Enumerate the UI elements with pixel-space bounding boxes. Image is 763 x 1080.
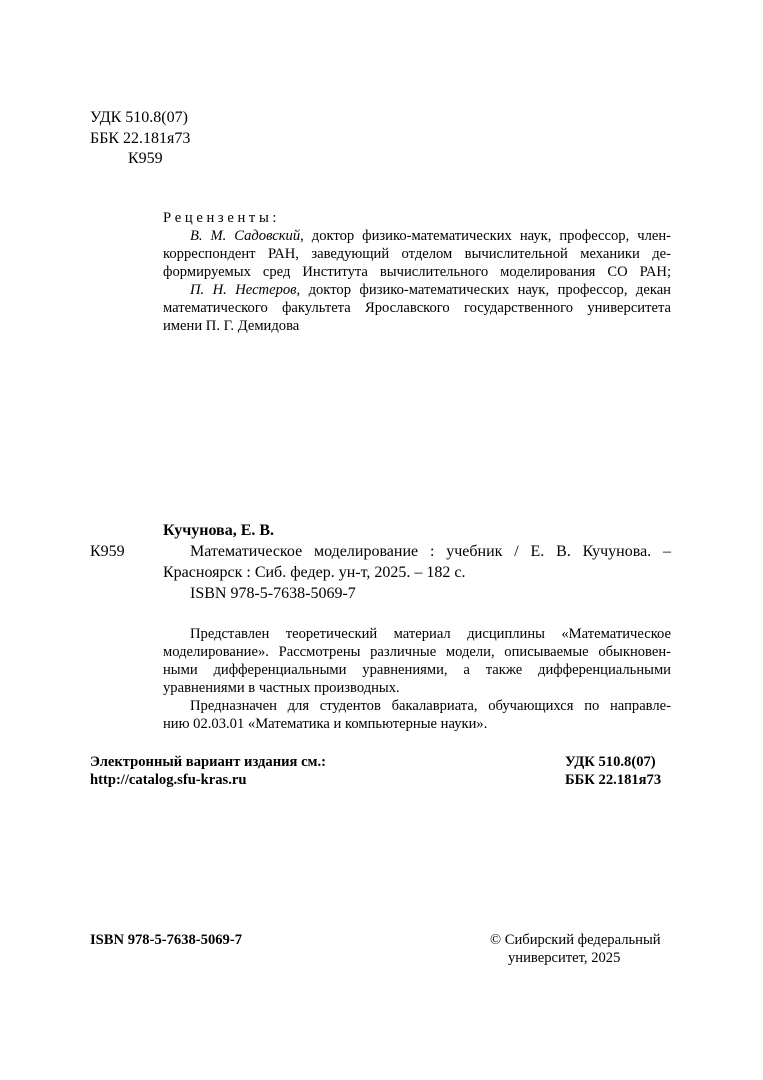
bbk-code-bold: ББК 22.181я73 <box>565 772 662 788</box>
catalog-title-line1: Математическое моделирование : учебник / Е. В. Кучунова. – <box>190 543 671 560</box>
reviewer-1-line3: формируемых сред Института вычислительного моделирования СО РАН; <box>163 264 671 280</box>
catalog-mark: К959 <box>90 543 125 560</box>
catalog-title-line2: Красноярск : Сиб. федер. ун-т, 2025. – 182 с. <box>163 564 466 581</box>
reviewer-1-name: В. М. Садовский <box>190 228 301 244</box>
abstract-p1-line2: моделирование». Рассмотрены различные модели, описываемые обыкновен- <box>163 644 671 660</box>
catalog-author: Кучунова, Е. В. <box>163 522 275 539</box>
reviewer-1-line1: В. М. Садовский, доктор физико-математических наук, профессор, член- <box>190 228 671 244</box>
catalog-isbn: ISBN 978-5-7638-5069-7 <box>190 585 356 602</box>
reviewers-label: Р е ц е н з е н т ы : <box>163 210 277 226</box>
catalog-url[interactable]: http://catalog.sfu-kras.ru <box>90 772 247 788</box>
reviewer-2-line1: П. Н. Нестеров, доктор физико-математических наук, профессор, декан <box>190 282 671 298</box>
reviewer-2-line3: имени П. Г. Демидова <box>163 318 300 334</box>
electronic-label: Электронный вариант издания см.: <box>90 754 327 770</box>
abstract-p2-line2: нию 02.03.01 «Математика и компьютерные науки». <box>163 716 488 732</box>
abstract-p2-line1: Предназначен для студентов бакалавриата, обучающихся по направле- <box>190 698 671 714</box>
footer-isbn: ISBN 978-5-7638-5069-7 <box>90 932 243 948</box>
copyright-line2: университет, 2025 <box>508 950 621 966</box>
abstract-p1-line3: ными дифференциальными уравнениями, а также дифференциальными <box>163 662 671 678</box>
copyright-line1: © Сибирский федеральный <box>490 932 661 948</box>
abstract-p1-line4: уравнениями в частных производных. <box>163 680 400 696</box>
udk-code: УДК 510.8(07) <box>90 109 188 126</box>
bbk-code: ББК 22.181я73 <box>90 130 191 147</box>
udk-code-bold: УДК 510.8(07) <box>565 754 656 770</box>
abstract-p1-line1: Представлен теоретический материал дисциплины «Математическое <box>190 626 671 642</box>
author-mark: К959 <box>128 150 163 167</box>
reviewer-1-line2: корреспондент РАН, заведующий отделом вычислительной механики де- <box>163 246 671 262</box>
reviewer-2-line2: математического факультета Ярославского государственного университета <box>163 300 671 316</box>
reviewer-2-name: П. Н. Нестеров <box>190 282 297 298</box>
